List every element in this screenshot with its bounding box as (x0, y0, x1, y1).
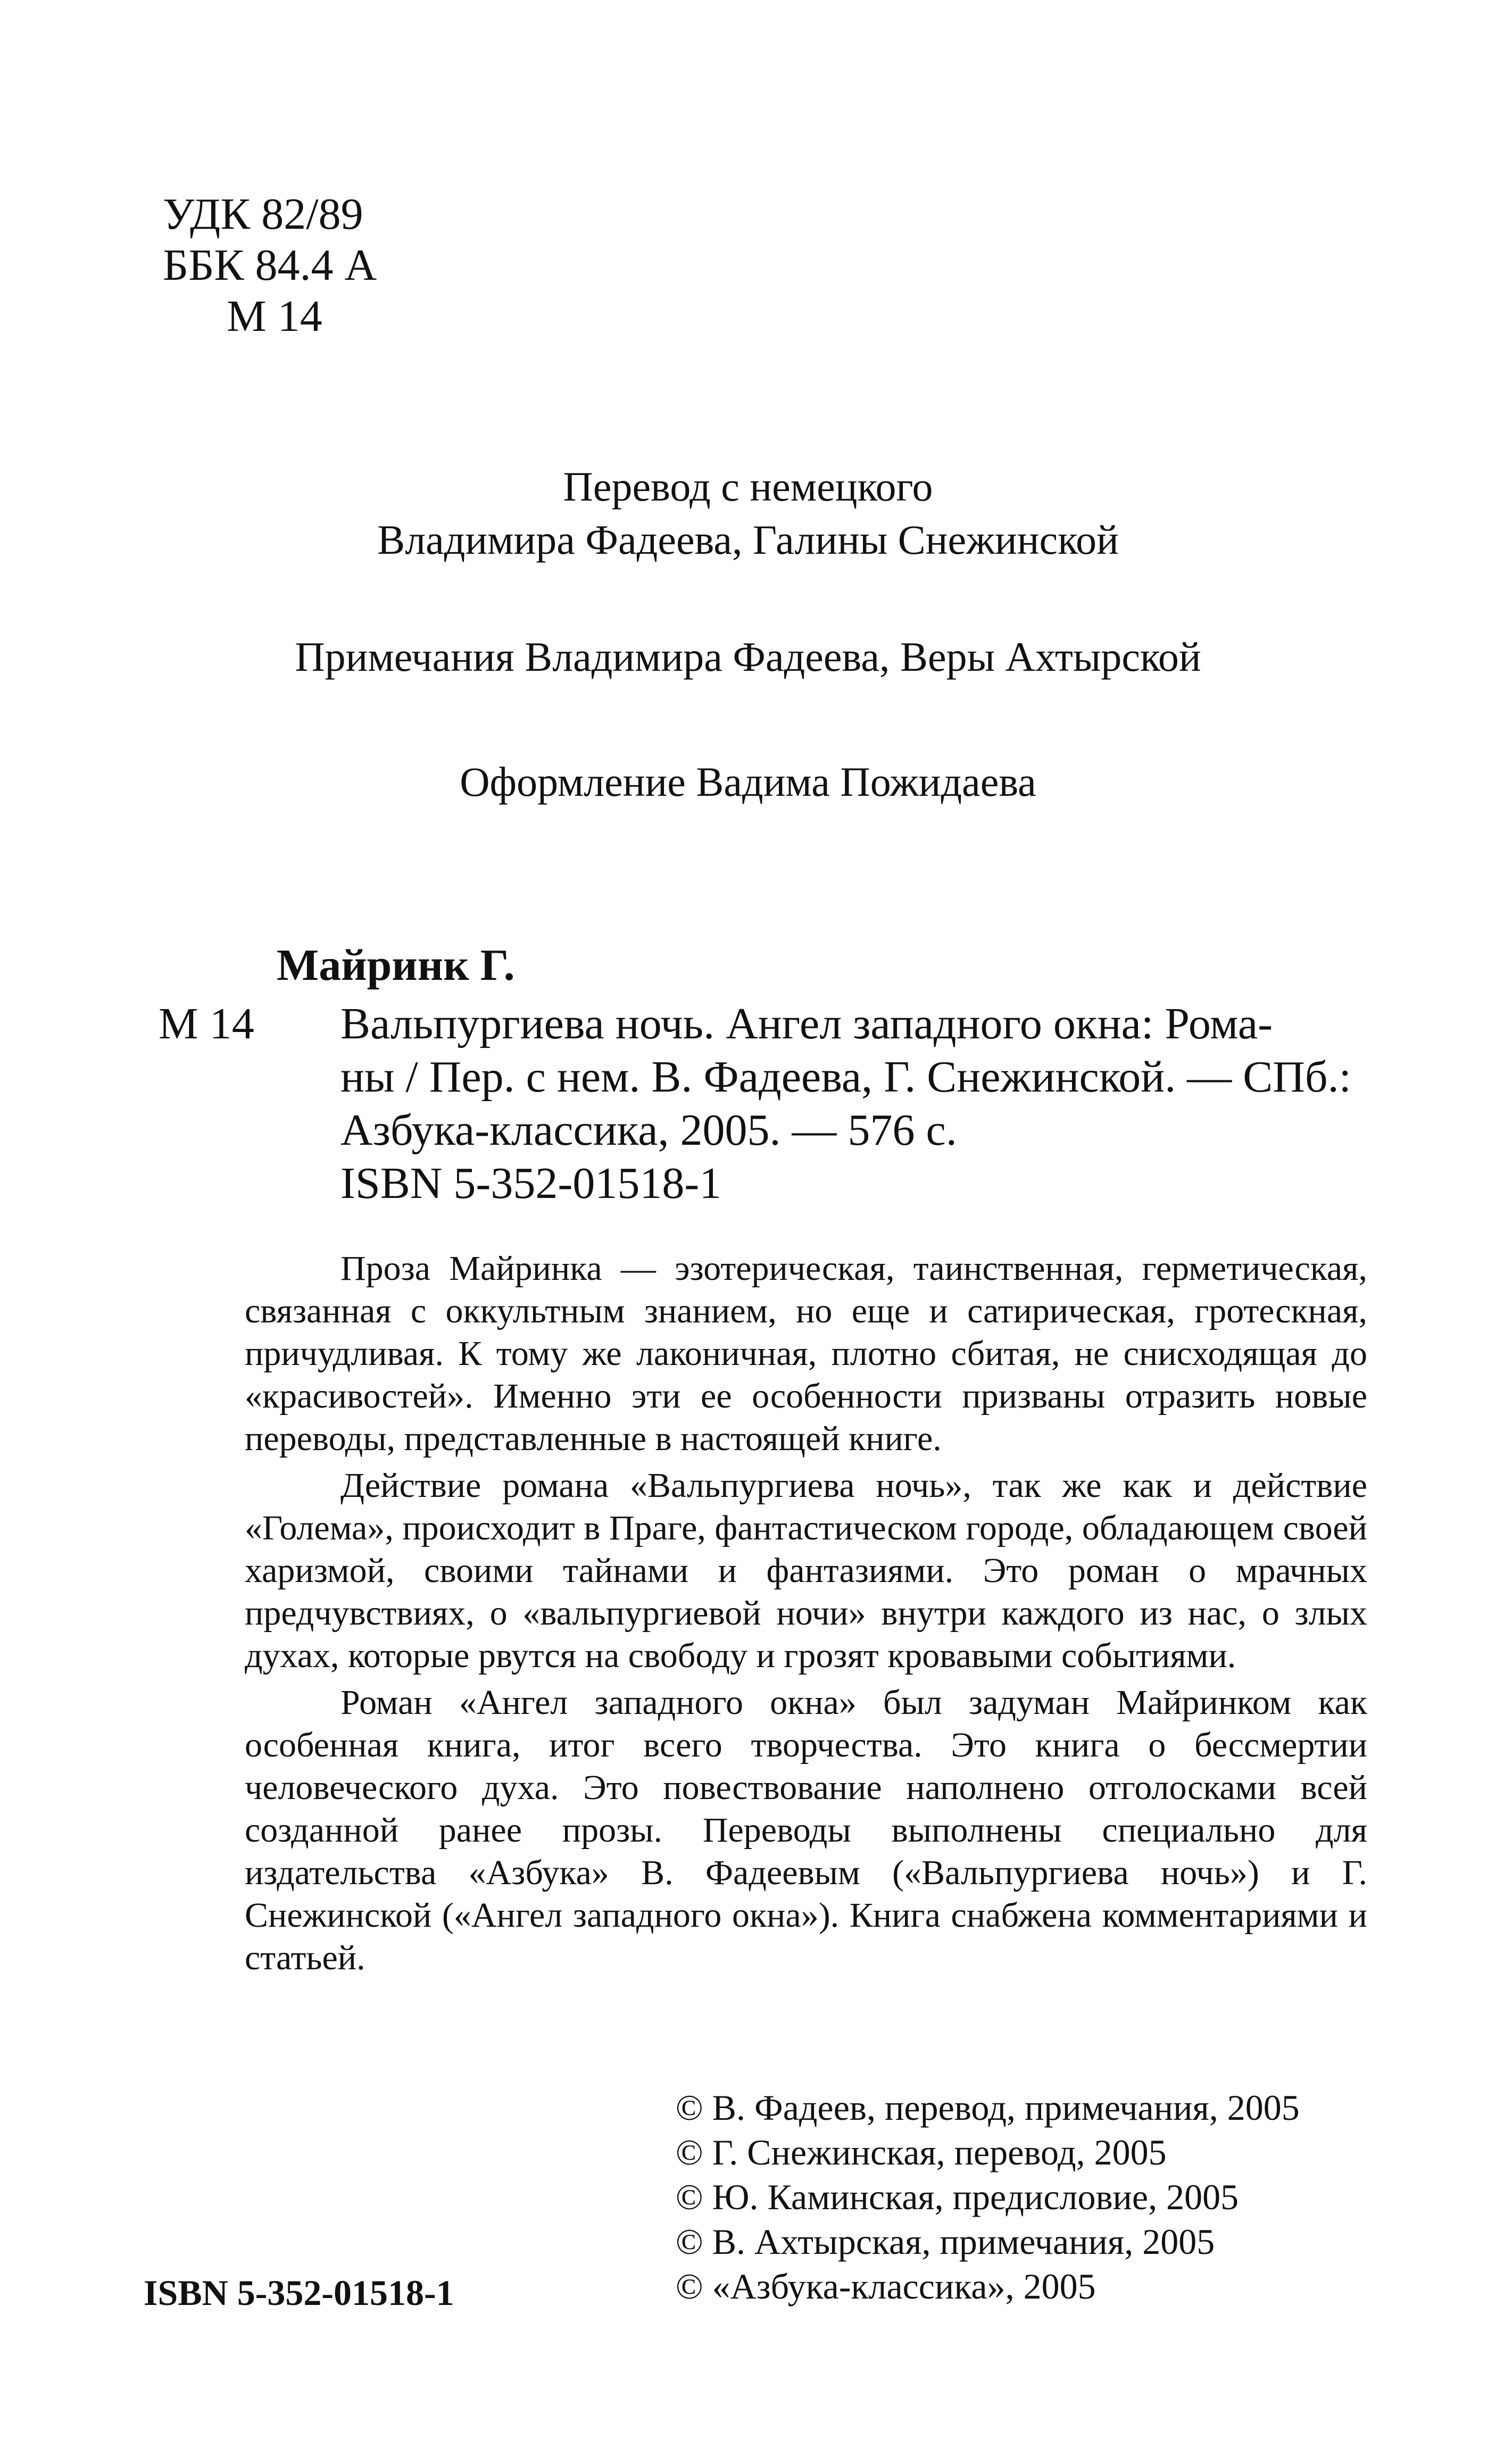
bib-line: Вальпургиева ночь. Ангел западного окна: Рома- (340, 999, 1273, 1048)
copyright-block (676, 2085, 1300, 2309)
classification-block (163, 189, 377, 342)
copyright-line: © Ю. Каминская, предисловие, 2005 (676, 2177, 1239, 2217)
design-credit (0, 755, 1496, 809)
copyright-line: © В. Фадеев, перевод, примечания, 2005 (676, 2087, 1300, 2128)
annotation-paragraph: Проза Майринка — эзотерическая, таинственная, герметическая, связанная с оккультным знанием, но еще и сатирическая, гротескная, причудливая. К тому же лаконичная, плотно сбитая, не снисходящая до «красивостей». Именно эти ее особенности призваны отразить новые переводы, представленные в настоящей книге. (245, 1249, 1367, 1458)
design-line: Оформление Вадима Пожидаева (460, 759, 1036, 805)
bbk-code: ББК 84.4 А (163, 240, 377, 290)
notes-line: Примечания Владимира Фадеева, Веры Ахтырской (295, 634, 1201, 680)
bib-description (340, 997, 1362, 1210)
translation-line-2: Владимира Фадеева, Галины Снежинской (377, 517, 1119, 563)
bib-author: Майринк Г. (277, 940, 515, 990)
translation-line-1: Перевод с немецкого (563, 463, 933, 510)
author-mark: М 14 (227, 292, 322, 341)
annotation-paragraph: Роман «Ангел западного окна» был задуман Майринком как особенная книга, итог всего творчества. Это книга о бессмертии человеческого духа. Это повествование наполнено отголосками всей созданной ранее прозы. Переводы выполнены специально для издательства «Азбука» В. Фадеевым («Вальпургиева ночь») и Г. Снежинской («Ангел западного окна»). Книга снабжена комментариями и статьей. (245, 1683, 1367, 1977)
bib-isbn: ISBN 5-352-01518-1 (340, 1159, 722, 1208)
copyright-line: © «Азбука-классика», 2005 (676, 2266, 1096, 2307)
notes-credit (0, 630, 1496, 684)
copyright-line: © В. Ахтырская, примечания, 2005 (676, 2221, 1215, 2262)
bib-mark: М 14 (159, 999, 254, 1048)
copyright-line: © Г. Снежинская, перевод, 2005 (676, 2132, 1167, 2172)
annotation (245, 1247, 1367, 1984)
annotation-paragraph: Действие романа «Вальпургиева ночь», так же как и действие «Голема», происходит в Праге, фантастическом городе, обладающем своей харизмой, своими тайнами и фантазиями. Это роман о мрачных предчувствиях, о «вальпургиевой ночи» внутри каждого из нас, о злых духах, которые рвутся на свободу и грозят кровавыми событиями. (245, 1466, 1367, 1675)
bib-line: Азбука-классика, 2005. — 576 с. (340, 1105, 957, 1155)
bib-line: ны / Пер. с нем. В. Фадеева, Г. Снежинской. — СПб.: (340, 1052, 1352, 1102)
translation-credit (0, 460, 1496, 567)
udk-code: УДК 82/89 (163, 189, 363, 239)
footer-isbn: ISBN 5-352-01518-1 (144, 2272, 454, 2313)
